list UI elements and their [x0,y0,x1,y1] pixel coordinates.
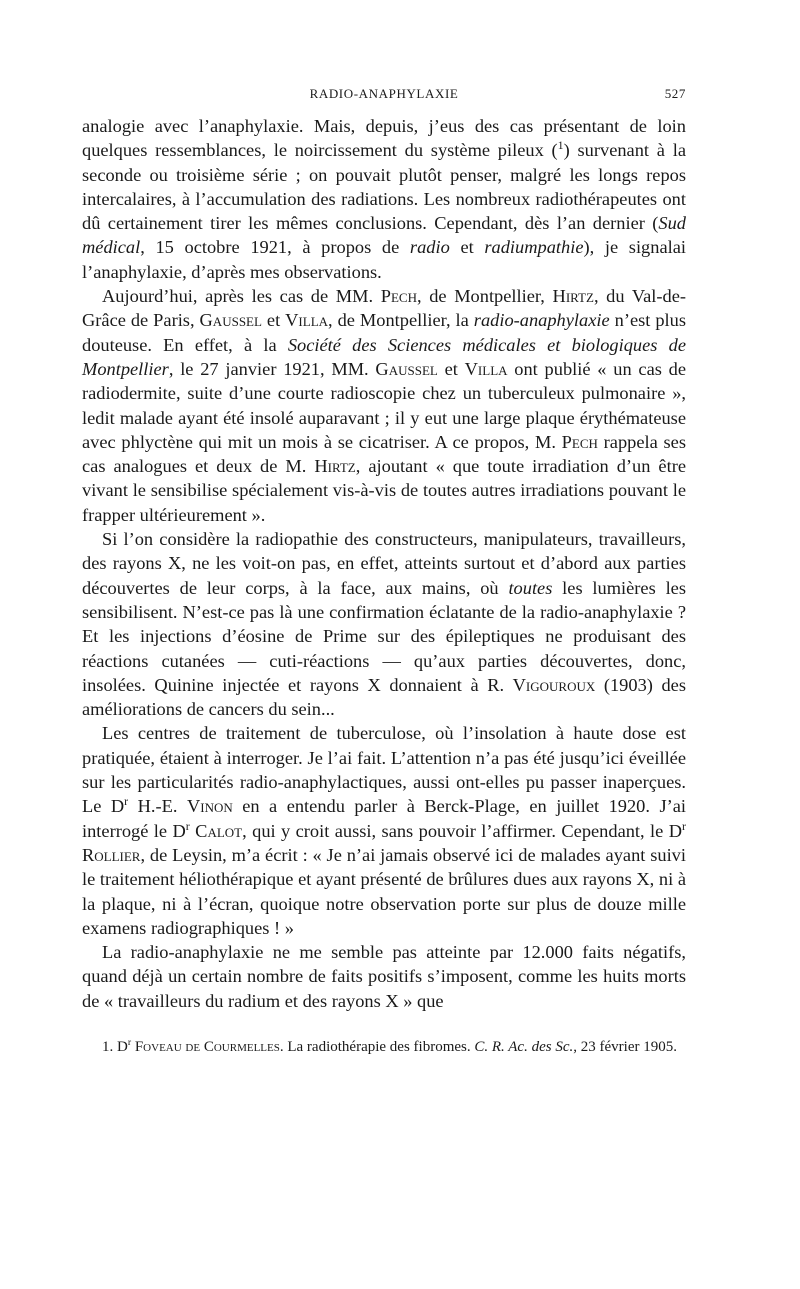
text-run: les lumières les sensibilisent. N’est-ce pas là une confirmation éclatante de la radio-anaphylaxie ? Et les injections d’éosine de Prime sur des épileptiques ne produisant des réactions cutanées — cuti-réactions — qu’aux parties découvertes, donc, insolées. Quinine injectée et rayons X donnaient à R. [82,577,686,695]
superscript: r [124,794,129,809]
text-run: , qui y croit aussi, sans pouvoir l’affirmer. Cependant, le D [242,820,683,841]
text-run: , de Montpellier, [416,286,553,307]
text-run: n’est plus douteuse. En effet, à la [82,310,686,355]
text-run: ), je signalai l’anaphylaxie, d’après mes observations. [82,237,686,282]
text-run: ont publié « un cas de radiodermite, suite d’une courte radioscopie chez un tuberculeux pulmonaire », ledit malade ayant été insolé auparavant ; il y eut une large plaque érythémateuse avec phlyctène qui mit un mois à se cicatriser. A ce propos, M. [82,358,687,452]
paragraph-1 [82,114,686,284]
text-run: , 15 octobre 1921, à propos de [140,237,410,258]
paragraph-2 [82,284,686,527]
paragraph-5 [82,940,686,1013]
text-run: ) survenant à la seconde ou troisième série ; on pouvait plutôt penser, malgré les longs repos intercalaires, à l’accumulation des radiations. Les nombreux radiothérapeutes ont dû certainement tirer les mêmes conclusions. Cependant, dès l’an dernier ( [82,140,686,234]
text-run: rappela ses cas analogues et deux de M. [82,431,686,477]
text-run: et [261,310,286,331]
running-title: RADIO-ANAPHYLAXIE [309,86,459,101]
text-run: La radio-anaphylaxie ne me semble pas atteinte par 12.000 faits négatifs, quand déjà un certain nombre de faits positifs s’imposent, comme les huits morts de « travailleurs du radium et des rayons X » que [82,942,686,1011]
text-run: Si l’on considère la radiopathie des constructeurs, manipulateurs, travailleurs, des rayons X, ne les voit-on pas, en effet, atteints surtout et d’abord aux parties découvertes de leur corps, à la face, aux mains, où [82,529,686,598]
text-run: et [437,358,465,379]
text-run: . La radiothérapie des fibromes. [279,1038,475,1055]
footnote [82,1037,686,1057]
author-name: Hirtz [552,286,594,307]
text-run: D [113,1038,128,1055]
text-run: et [449,237,485,258]
text-run: , ajoutant « que toute irradiation d’un être vivant le sensibilise spécialement vis-à-vis de toutes autres irradiations pouvant le frapper ultérieurement ». [82,456,686,525]
text-run: , le 27 janvier 1921, MM. [168,358,376,379]
italic-run: radio-anaphylaxie [473,310,610,331]
text-run: H.-E. [128,796,187,817]
italic-run: radiumpathie [484,237,584,258]
author-name: Pech [561,431,598,452]
italic-run: Sud médical [82,213,686,258]
text-run: en a entendu parler à Berck-Plage, en juillet 1920. J’ai interrogé le D [82,796,686,841]
author-name: Vinon [186,796,233,817]
text-run: analogie avec l’anaphylaxie. Mais, depuis, j’eus des cas présentant de loin quelques ressemblances, le noircissement du système pileux ( [82,116,686,161]
page-number: 527 [664,86,686,101]
paragraph-4 [82,721,686,940]
author-name: Villa [464,358,508,379]
italic-run: toutes [508,577,553,598]
italic-run: C. R. Ac. des Sc. [474,1038,574,1055]
author-name: Villa [285,310,329,331]
author-name: Gaussel [375,358,438,379]
author-name: Vigouroux [512,674,596,695]
text-run: Aujourd’hui, après les cas de MM. [102,286,381,307]
author-name: Gaussel [199,310,262,331]
text-run: Les centres de traitement de tuberculose, où l’insolation à haute dose est pratiquée, étaient à interroger. Je l’ai fait. L’attention n’a pas été jusqu’ici éveillée sur les particularités radio-anaphylactiques, aussi ont-elles pu passer inaperçues. Le D [82,723,686,817]
body-text [82,114,686,1013]
italic-run: Société des Sciences médicales et biologiques de Montpellier [82,334,686,379]
italic-run: radio [409,237,450,258]
text-run: , du Val-de-Grâce de Paris, [82,286,686,331]
footnote-number: 1. [102,1038,114,1055]
author-name: Hirtz [314,456,356,477]
text-run: , 23 février 1905. [573,1038,677,1055]
text-run: (1903) des améliorations de cancers du sein... [82,674,686,720]
running-head [82,86,686,108]
footnote-ref: 1 [557,138,564,153]
text-run: , de Montpellier, la [328,310,474,331]
superscript: r [185,818,190,833]
author-name: Rollier [82,844,141,865]
page [82,86,686,1057]
paragraph-3 [82,527,686,721]
author-name: Foveau de Courmelles [134,1038,280,1055]
superscript: r [682,818,686,833]
text-run: , de Leysin, m’a écrit : « Je n’ai jamais observé ici de malades ayant suivi le traitement héliothérapique et ayant présenté de brûlures dues aux rayons X, ni à la plaque, ni à l’écran, quoique notre observation porte sur plus de douze mille examens radiographiques ! » [82,844,686,938]
author-name: Pech [380,286,417,307]
superscript: r [127,1036,132,1048]
author-name: Calot [195,820,243,841]
